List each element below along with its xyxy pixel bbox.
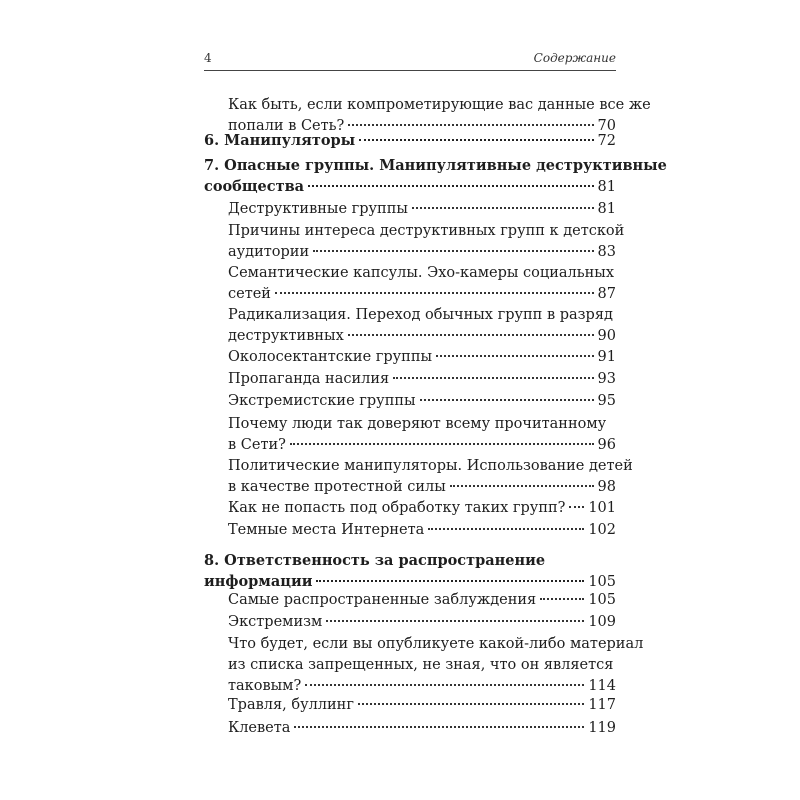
toc-section-entry xyxy=(228,391,616,412)
toc-section-entry xyxy=(228,520,616,541)
toc-page-number: 102 xyxy=(588,522,616,538)
toc-entry-leader-line xyxy=(228,284,616,305)
dot-leader xyxy=(348,333,594,336)
dot-leader xyxy=(569,505,584,508)
toc-chapter-entry xyxy=(204,155,667,198)
toc-section-entry xyxy=(228,199,616,220)
toc-entry-title: Темные места Интернета xyxy=(228,522,425,538)
toc-entry-title: деструктивных xyxy=(228,328,344,344)
dot-leader xyxy=(393,376,593,379)
toc-section-entry xyxy=(228,590,616,611)
toc-page-number: 95 xyxy=(597,393,616,409)
toc-entry-title: сетей xyxy=(228,286,271,302)
toc-page-number: 109 xyxy=(588,614,616,630)
toc-entry-title: Экстремизм xyxy=(228,614,323,630)
toc-section-entry xyxy=(228,634,644,697)
toc-page-number: 81 xyxy=(597,201,616,217)
toc-page-number: 87 xyxy=(597,286,616,302)
toc-entry-title: 6. Манипуляторы xyxy=(204,132,356,149)
dot-leader xyxy=(358,702,584,705)
toc-entry-title: Околосектантские группы xyxy=(228,349,433,365)
toc-entry-title: Экстремистские группы xyxy=(228,393,416,409)
toc-entry-leader-line xyxy=(228,391,616,412)
toc-entry-title-line: Семантические капсулы. Эхо-камеры социальных xyxy=(228,265,615,281)
dot-leader xyxy=(428,527,584,530)
page-number: 4 xyxy=(204,51,212,65)
toc-page-number: 72 xyxy=(597,133,616,149)
toc-page-number: 117 xyxy=(588,697,616,713)
dot-leader xyxy=(275,291,594,294)
toc-page-number: 91 xyxy=(597,349,616,365)
dot-leader xyxy=(313,249,593,252)
dot-leader xyxy=(540,597,584,600)
dot-leader xyxy=(412,206,594,209)
dot-leader xyxy=(294,725,584,728)
running-title: Содержание xyxy=(533,51,616,65)
toc-page-number: 96 xyxy=(597,437,616,453)
toc-entry-leader-line xyxy=(228,520,616,541)
toc-entry-title-line: Политические манипуляторы. Использование детей xyxy=(228,458,633,474)
toc-section-entry xyxy=(228,498,616,519)
dot-leader xyxy=(359,138,593,141)
toc-page-number: 114 xyxy=(588,678,616,694)
toc-page-number: 105 xyxy=(588,592,616,608)
dot-leader xyxy=(436,354,593,357)
toc-entry-title-line: Причины интереса деструктивных групп к детской xyxy=(228,223,625,239)
toc-entry-leader-line xyxy=(228,199,616,220)
toc-entry-title: Как не попасть под обработку таких групп? xyxy=(228,500,566,516)
toc-entry-title-line: 8. Ответственность за распространение xyxy=(204,552,546,569)
toc-entry-leader-line xyxy=(228,477,616,498)
toc-entry-title-line: Как быть, если компрометирующие вас данные все же xyxy=(228,97,651,113)
toc-page-number: 90 xyxy=(597,328,616,344)
toc-entry-title: в Сети? xyxy=(228,437,286,453)
toc-section-entry xyxy=(228,369,616,390)
dot-leader xyxy=(290,442,594,445)
toc-chapter-entry xyxy=(204,550,616,593)
toc-section-entry xyxy=(228,263,616,305)
toc-section-entry xyxy=(228,456,633,498)
toc-entry-title: таковым? xyxy=(228,678,302,694)
dot-leader xyxy=(420,398,594,401)
toc-section-entry xyxy=(228,718,616,739)
dot-leader xyxy=(326,619,584,622)
toc-page-number: 93 xyxy=(597,371,616,387)
toc-section-entry xyxy=(228,305,616,347)
toc-entry-leader-line xyxy=(228,676,616,697)
toc-entry-leader-line xyxy=(204,176,616,198)
toc-entry-title-line: 7. Опасные группы. Манипулятивные деструктивные xyxy=(204,157,667,174)
toc-entry-title: попали в Сеть? xyxy=(228,118,345,134)
toc-entry-title: Деструктивные группы xyxy=(228,201,408,217)
dot-leader xyxy=(308,184,594,187)
toc-section-entry xyxy=(228,347,616,368)
toc-entry-leader-line xyxy=(228,612,616,633)
toc-entry-title: аудитории xyxy=(228,244,310,260)
toc-entry-leader-line xyxy=(228,326,616,347)
toc-page-number: 119 xyxy=(588,720,616,736)
toc-entry-leader-line xyxy=(228,435,616,456)
toc-entry-title-line: Что будет, если вы опубликуете какой-либо материал xyxy=(228,636,644,652)
dot-leader xyxy=(316,579,584,582)
toc-entry-leader-line xyxy=(228,347,616,368)
toc-entry-leader-line xyxy=(228,242,616,263)
toc-page-number: 98 xyxy=(597,479,616,495)
toc-section-entry xyxy=(228,221,625,263)
toc-entry-title: Самые распространенные заблуждения xyxy=(228,592,537,608)
toc-entry-title: информации xyxy=(204,573,313,590)
toc-page-number: 70 xyxy=(597,118,616,134)
toc-entry-title-line: Почему люди так доверяют всему прочитанному xyxy=(228,416,607,432)
toc-entry-title: в качестве протестной силы xyxy=(228,479,446,495)
dot-leader xyxy=(305,683,584,686)
toc-entry-leader-line xyxy=(228,695,616,716)
toc-page-number: 105 xyxy=(588,574,616,590)
toc-entry-leader-line xyxy=(228,590,616,611)
toc-entry-title-line: Радикализация. Переход обычных групп в разряд xyxy=(228,307,613,323)
toc-section-entry xyxy=(228,612,616,633)
toc-page-number: 81 xyxy=(597,179,616,195)
toc-chapter-entry xyxy=(204,130,616,152)
toc-page-number: 83 xyxy=(597,244,616,260)
toc-entry-title-line: из списка запрещенных, не зная, что он является xyxy=(228,657,614,673)
toc-entry-title: Пропаганда насилия xyxy=(228,371,390,387)
toc-entry-title: сообщества xyxy=(204,178,305,195)
toc-entry-title: Травля, буллинг xyxy=(228,697,354,713)
toc-section-entry xyxy=(228,695,616,716)
toc-entry-leader-line xyxy=(228,498,616,519)
dot-leader xyxy=(348,123,593,126)
dot-leader xyxy=(450,484,594,487)
toc-section-entry xyxy=(228,414,616,456)
toc-entry-leader-line xyxy=(228,718,616,739)
toc-entry-title: Клевета xyxy=(228,720,291,736)
toc-entry-leader-line xyxy=(228,369,616,390)
toc-page-number: 101 xyxy=(588,500,616,516)
toc-entry-leader-line xyxy=(204,130,616,152)
